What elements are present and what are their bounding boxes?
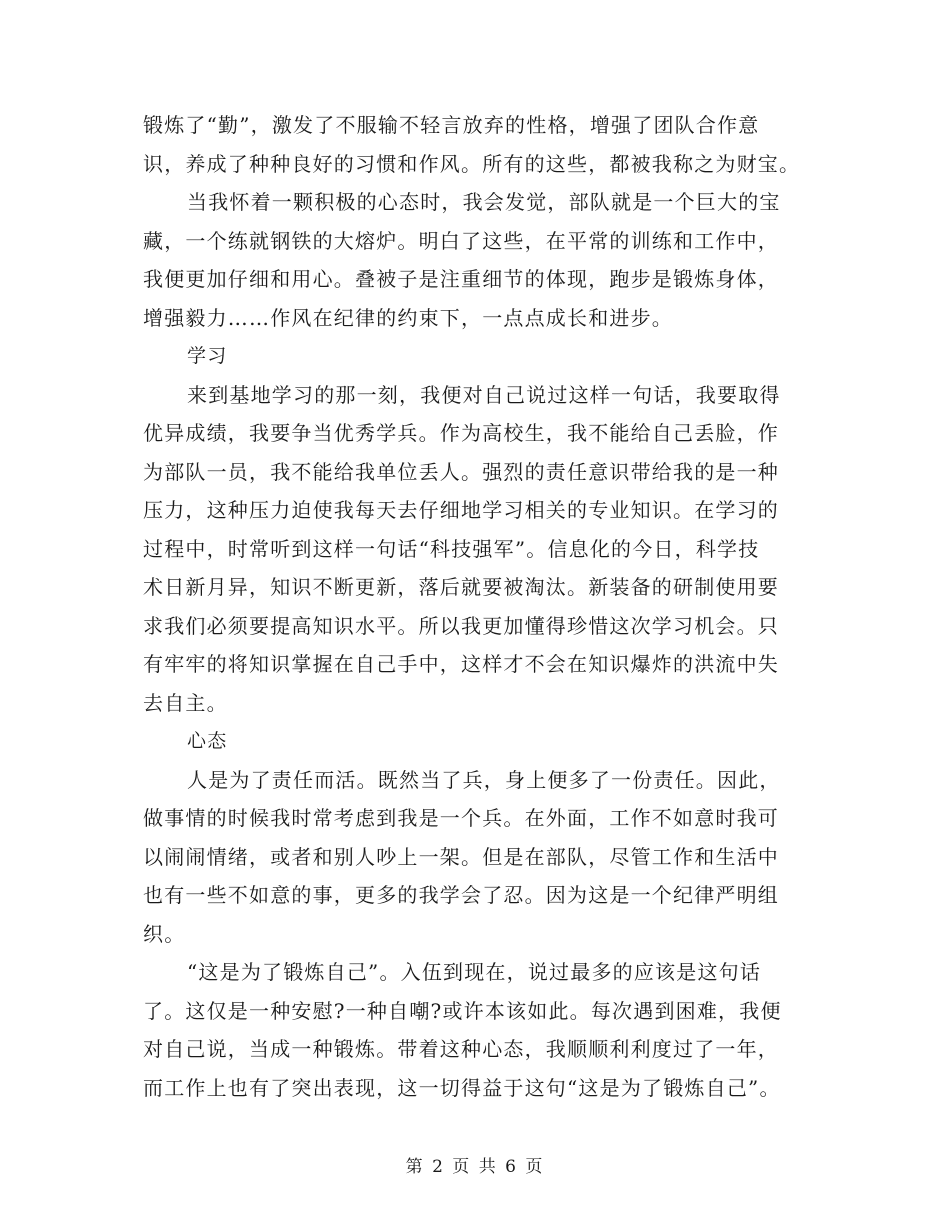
text-line: 增强毅力……作风在纪律的约束下，一点点成长和进步。 xyxy=(143,305,673,330)
text-line: 也有一些不如意的事，更多的我学会了忍。因为这是一个纪律严明组 xyxy=(143,883,779,907)
text-line: 来到基地学习的那一刻，我便对自己说过这样一句话，我要取得 xyxy=(187,382,781,407)
text-line: 锻炼了“勤”，激发了不服输不轻言放弃的性格，增强了团队合作意 xyxy=(143,113,760,137)
text-line: 过程中，时常听到这样一句话“科技强军”。信息化的今日，科学技 xyxy=(143,536,760,561)
page-number-footer: 第 2 页 共 6 页 xyxy=(405,1157,545,1177)
text-line: “这是为了锻炼自己”。入伍到现在，说过最多的应该是这句话 xyxy=(187,960,762,984)
text-line: 对自己说，当成一种锻炼。带着这种心态，我顺顺利利度过了一年， xyxy=(143,1037,779,1061)
text-line: 做事情的时候我时常考虑到我是一个兵。在外面，工作不如意时我可 xyxy=(143,806,779,830)
section-heading-study: 学习 xyxy=(187,345,228,367)
text-line: 去自主。 xyxy=(143,690,228,715)
body-text xyxy=(143,106,813,1107)
text-line: 为部队一员，我不能给我单位丢人。强烈的责任意识带给我的是一种 xyxy=(143,459,779,484)
text-line: 藏，一个练就钢铁的大熔炉。明白了这些，在平常的训练和工作中， xyxy=(143,228,779,253)
text-line: 当我怀着一颗积极的心态时，我会发觉，部队就是一个巨大的宝 xyxy=(187,190,781,214)
text-line: 优异成绩，我要争当优秀学兵。作为高校生，我不能给自己丢脸，作 xyxy=(143,421,779,445)
text-line: 有牢牢的将知识掌握在自己手中，这样才不会在知识爆炸的洪流中失 xyxy=(143,652,779,676)
text-line: 术日新月异，知识不断更新，落后就要被淘汰。新装备的研制使用要 xyxy=(143,575,779,599)
text-line: 压力，这种压力迫使我每天去仔细地学习相关的专业知识。在学习的 xyxy=(143,498,779,522)
text-line: 识，养成了种种良好的习惯和作风。所有的这些，都被我称之为财宝。 xyxy=(143,151,801,176)
text-line: 织。 xyxy=(143,921,186,946)
text-line: 人是为了责任而活。既然当了兵，身上便多了一份责任。因此， xyxy=(187,767,781,792)
text-line: 求我们必须要提高知识水平。所以我更加懂得珍惜这次学习机会。只 xyxy=(143,613,779,638)
text-line: 以闹闹情绪，或者和别人吵上一架。但是在部队，尽管工作和生活中 xyxy=(143,844,779,869)
text-line: 了。这仅是一种安慰?一种自嘲?或许本该如此。每次遇到困难，我便 xyxy=(143,998,782,1023)
text-line: 而工作上也有了突出表现，这一切得益于这句“这是为了锻炼自己”。 xyxy=(143,1075,781,1100)
section-heading-mindset: 心态 xyxy=(187,730,228,752)
text-line: 我便更加仔细和用心。叠被子是注重细节的体现，跑步是锻炼身体， xyxy=(143,267,779,291)
